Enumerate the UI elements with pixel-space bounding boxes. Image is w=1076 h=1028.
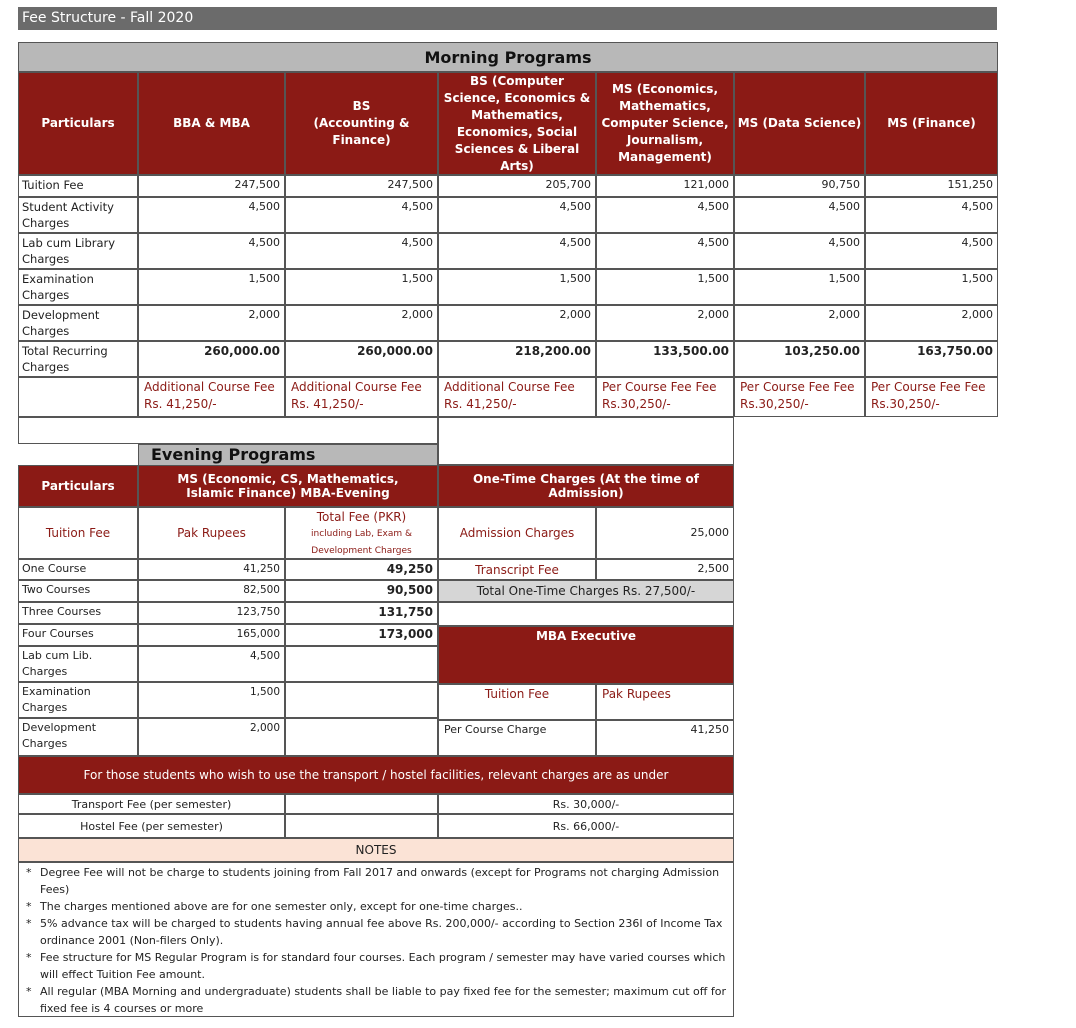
morning-additional-fee: Per Course Fee Fee Rs.30,250/- (596, 377, 734, 417)
onetime-blank (438, 602, 734, 626)
evening-total-cell (285, 718, 438, 756)
morning-cell: 260,000.00 (138, 341, 285, 377)
evening-pak-cell: 4,500 (138, 646, 285, 682)
hostel-fee-text: Hostel Fee (per semester) (80, 819, 223, 833)
morning-row-label: Lab cum Library Charges (18, 233, 138, 269)
morning-row-label: Tuition Fee (18, 175, 138, 197)
evening-total-cell (285, 682, 438, 718)
evening-row-label: Examination Charges (18, 682, 138, 718)
morning-cell: 218,200.00 (438, 341, 596, 377)
morning-cell: 1,500 (865, 269, 998, 305)
morning-cell: 2,000 (438, 305, 596, 341)
morning-row-label: Examination Charges (18, 269, 138, 305)
per-course-charge-label (438, 720, 596, 756)
per-course-charge-value (596, 720, 734, 756)
morning-additional-blank (18, 377, 138, 417)
morning-additional-fee: Additional Course Fee Rs. 41,250/- (138, 377, 285, 417)
transport-fee-label (18, 794, 285, 814)
morning-cell: 4,500 (438, 197, 596, 233)
evening-row-label: Two Courses (18, 580, 138, 602)
morning-header-text: MS (Finance) (887, 116, 976, 130)
morning-cell: 4,500 (138, 233, 285, 269)
morning-header-text: BBA & MBA (173, 116, 250, 130)
transport-banner-text: For those students who wish to use the transport / hostel facilities, relevant charges are as under (83, 768, 669, 782)
note-item: * The charges mentioned above are for one semester only, except for one-time charges.. (21, 898, 729, 915)
mba-exec-tuition-text: Tuition Fee (484, 687, 550, 701)
morning-header-0 (18, 72, 138, 175)
evening-program-header (138, 465, 438, 507)
evening-pak-cell: 2,000 (138, 718, 285, 756)
morning-programs-heading (18, 42, 998, 72)
evening-total-cell: 90,500 (285, 580, 438, 602)
evening-particulars-header (18, 465, 138, 507)
evening-spacer (18, 417, 438, 444)
transcript-fee-amount: 2,500 (697, 562, 729, 575)
note-item: * All regular (MBA Morning and undergraduate) students shall be liable to pay fixed fee for the semester; maximum cut off for fixed fee is 4 courses or more (21, 983, 729, 1017)
evening-row-label: Development Charges (18, 718, 138, 756)
note-item: * 5% advance tax will be charged to students having annual fee above Rs. 200,000/- according to Section 236I of Income Tax ordinance 2001 (Non-filers Only). (21, 915, 729, 949)
transport-fee-amount: Rs. 30,000/- (552, 797, 620, 811)
morning-row-label: Student Activity Charges (18, 197, 138, 233)
evening-pak-cell: 82,500 (138, 580, 285, 602)
hostel-fee-amount: Rs. 66,000/- (552, 819, 620, 833)
notes-list (18, 862, 734, 1017)
morning-cell: 2,000 (596, 305, 734, 341)
onetime-total (438, 580, 734, 602)
morning-header-6 (865, 72, 998, 175)
morning-header-text: Particulars (41, 116, 115, 130)
evening-total-cell (285, 646, 438, 682)
morning-cell: 103,250.00 (734, 341, 865, 377)
evening-tuition-fee-header (18, 507, 138, 559)
evening-total-fee-text: Total Fee (PKR) (316, 510, 407, 524)
per-course-charge-amount: 41,250 (690, 723, 729, 736)
morning-header-text: BS (Accounting & Finance) (313, 99, 410, 147)
onetime-total-text: Total One-Time Charges Rs. 27,500/- (476, 584, 696, 598)
morning-cell: 247,500 (285, 175, 438, 197)
morning-cell: 1,500 (138, 269, 285, 305)
hostel-fee-label (18, 814, 285, 838)
onetime-header-text: One-Time Charges (At the time of Admission) (472, 472, 700, 500)
evening-pak-cell: 123,750 (138, 602, 285, 624)
transport-fee-value (438, 794, 734, 814)
morning-cell: 2,000 (285, 305, 438, 341)
evening-row-label: One Course (18, 559, 138, 580)
morning-cell: 90,750 (734, 175, 865, 197)
transcript-fee-text: Transcript Fee (475, 562, 559, 577)
morning-additional-fee: Per Course Fee Fee Rs.30,250/- (865, 377, 998, 417)
morning-cell: 4,500 (596, 233, 734, 269)
morning-cell: 2,000 (865, 305, 998, 341)
morning-cell: 4,500 (285, 233, 438, 269)
morning-cell: 4,500 (734, 233, 865, 269)
hostel-fee-blank (285, 814, 438, 838)
evening-programs-heading (138, 444, 438, 466)
admission-charges-text: Admission Charges (459, 526, 575, 540)
morning-header-1 (138, 72, 285, 175)
evening-pak-cell: 1,500 (138, 682, 285, 718)
evening-total-cell: 173,000 (285, 624, 438, 646)
morning-header-3 (438, 72, 596, 175)
morning-cell: 4,500 (865, 197, 998, 233)
morning-additional-fee: Additional Course Fee Rs. 41,250/- (438, 377, 596, 417)
morning-cell: 151,250 (865, 175, 998, 197)
evening-pak-cell: 41,250 (138, 559, 285, 580)
mba-exec-pak-text: Pak Rupees (602, 687, 671, 701)
mba-exec-pak-header (596, 684, 734, 720)
evening-row-label: Three Courses (18, 602, 138, 624)
per-course-charge-text: Per Course Charge (444, 723, 547, 736)
onetime-header (438, 465, 734, 507)
morning-cell: 4,500 (865, 233, 998, 269)
hostel-fee-value (438, 814, 734, 838)
morning-cell: 205,700 (438, 175, 596, 197)
morning-cell: 4,500 (438, 233, 596, 269)
page-title: Fee Structure - Fall 2020 (18, 7, 997, 30)
evening-total-fee-subtext: including Lab, Exam & Development Charges (311, 529, 412, 556)
morning-cell: 260,000.00 (285, 341, 438, 377)
onetime-spacer (438, 417, 734, 465)
evening-tuition-fee-text: Tuition Fee (45, 526, 111, 540)
morning-cell: 121,000 (596, 175, 734, 197)
evening-row-label: Four Courses (18, 624, 138, 646)
morning-cell: 2,000 (138, 305, 285, 341)
evening-total-cell: 49,250 (285, 559, 438, 580)
morning-cell: 4,500 (734, 197, 865, 233)
admission-charges-label (438, 507, 596, 559)
evening-pak-rupees-header (138, 507, 285, 559)
morning-cell: 1,500 (596, 269, 734, 305)
transport-fee-blank (285, 794, 438, 814)
evening-total-cell: 131,750 (285, 602, 438, 624)
note-item: * Degree Fee will not be charge to students joining from Fall 2017 and onwards (except for Programs not charging Admission Fees) (21, 864, 729, 898)
morning-cell: 1,500 (285, 269, 438, 305)
evening-particulars-text: Particulars (41, 479, 115, 493)
evening-pak-rupees-text: Pak Rupees (177, 526, 246, 540)
morning-cell: 1,500 (734, 269, 865, 305)
morning-cell: 1,500 (438, 269, 596, 305)
admission-charges-amount: 25,000 (690, 526, 729, 539)
evening-pak-cell: 165,000 (138, 624, 285, 646)
morning-cell: 247,500 (138, 175, 285, 197)
transcript-fee-label (438, 559, 596, 580)
transcript-fee-value (596, 559, 734, 580)
morning-cell: 4,500 (285, 197, 438, 233)
admission-charges-value (596, 507, 734, 559)
evening-program-text: MS (Economic, CS, Mathematics, Islamic Finance) MBA-Evening (177, 472, 399, 500)
morning-additional-fee: Per Course Fee Fee Rs.30,250/- (734, 377, 865, 417)
mba-executive-header (438, 626, 734, 684)
morning-heading-text: Morning Programs (424, 47, 592, 67)
morning-header-5 (734, 72, 865, 175)
note-item: * Fee structure for MS Regular Program is for standard four courses. Each program / semester may have varied courses which will effect Tuition Fee amount. (21, 949, 729, 983)
morning-cell: 4,500 (596, 197, 734, 233)
notes-heading-text: NOTES (355, 843, 397, 857)
evening-heading-text: Evening Programs (151, 445, 316, 464)
morning-cell: 163,750.00 (865, 341, 998, 377)
morning-header-text: BS (Computer Science, Economics & Mathematics, Economics, Social Sciences & Liberal Arts) (443, 73, 591, 173)
morning-additional-fee: Additional Course Fee Rs. 41,250/- (285, 377, 438, 417)
morning-row-label: Development Charges (18, 305, 138, 341)
transport-fee-text: Transport Fee (per semester) (71, 797, 232, 811)
morning-header-2 (285, 72, 438, 175)
evening-total-fee-header (285, 507, 438, 559)
notes-heading (18, 838, 734, 862)
morning-header-4 (596, 72, 734, 175)
morning-cell: 4,500 (138, 197, 285, 233)
morning-row-label: Total Recurring Charges (18, 341, 138, 377)
mba-executive-text: MBA Executive (535, 629, 637, 643)
mba-exec-tuition-header (438, 684, 596, 720)
transport-banner (18, 756, 734, 794)
evening-row-label: Lab cum Lib. Charges (18, 646, 138, 682)
morning-cell: 133,500.00 (596, 341, 734, 377)
morning-header-text: MS (Data Science) (737, 116, 862, 130)
morning-cell: 2,000 (734, 305, 865, 341)
morning-header-text: MS (Economics, Mathematics, Computer Science, Journalism, Management) (601, 82, 729, 164)
